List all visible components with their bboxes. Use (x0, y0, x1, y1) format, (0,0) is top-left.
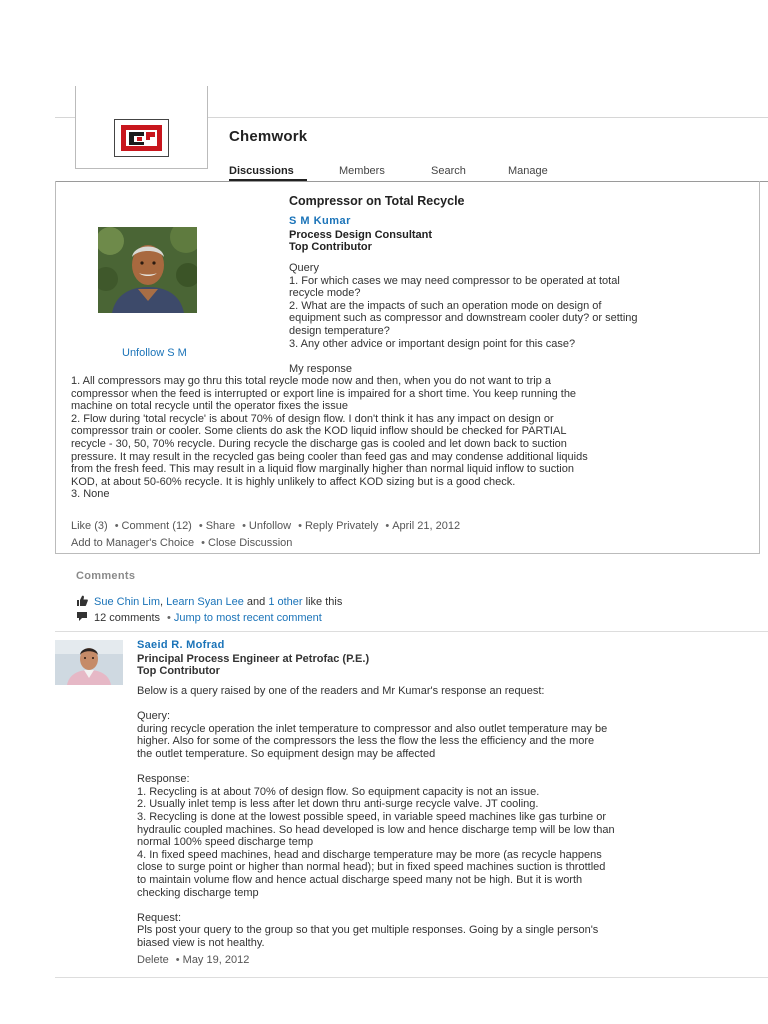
post-query-text: Query 1. For which cases we may need compressor to be operated at total recycle mode? 2. What are the impacts of such an operation mode on design of equipment such as compressor and downstream cooler duty? or setting design temperature? 3. Any other advice or important design point for this case? (289, 262, 638, 350)
separator-dot: • (385, 520, 390, 532)
reply-privately-button[interactable]: Reply Privately (304, 520, 379, 532)
comment-button[interactable]: Comment (12) (121, 520, 192, 532)
separator-dot: • (175, 954, 180, 966)
post-action-bar (71, 520, 460, 532)
chemwork-logo-icon (115, 120, 168, 156)
likes-suffix: like this (305, 596, 343, 608)
discussion-title: Compressor on Total Recycle (289, 194, 465, 208)
comment-count: 12 comments (94, 612, 161, 624)
delete-comment-button[interactable]: Delete (137, 954, 169, 966)
liker-link[interactable]: Learn Syan Lee (166, 596, 244, 608)
post-query (289, 262, 749, 375)
comment-count-row (76, 611, 322, 624)
separator-dot: • (298, 520, 302, 532)
comment-text: Below is a query raised by one of the readers and Mr Kumar's response an request: Query: during recycle operation the inlet temperature to compressor and also outlet temperature may be higher. Also for some of the compressors the less the flow the less the efficiency and the more the outlet temperature. So equipment design may be affected Response: 1. Recycling is at about 70% of design flow. So equipment capacity is not an issue. 2. Usually inlet temp is less after let down thru anti-surge recycle valve. JT cooling. 3. Recycling is done at the lowest possible speed, in variable speed machines like gas turbine or hydraulic coupled machines. So head developed is low and hence discharge temp will be low than normal 100% speed discharge temp 4. In fixed speed machines, head and discharge temperature may be more (as recycle happens close to surge point or higher than normal head); but in fixed speed machines suction is throttled to maintain volume flow and hence actual discharge speed many not be high. But it is worth checking discharge temp Request: Pls post your query to the group so that you get multiple responses. Going by a single person's biased view is not healthy. (137, 685, 615, 949)
unfollow-button[interactable]: Unfollow (248, 520, 292, 532)
comment-action-bar (137, 954, 249, 966)
tab-search[interactable]: Search (431, 165, 466, 177)
share-button[interactable]: Share (205, 520, 236, 532)
post-manager-actions (71, 537, 292, 549)
likes-summary: Sue Chin Lim, Learn Syan Lee and 1 other like this (76, 595, 342, 608)
tab-members[interactable]: Members (339, 165, 385, 177)
author-badge: Top Contributor (289, 241, 372, 253)
group-logo-box[interactable] (75, 86, 208, 169)
author-headline: Process Design Consultant (289, 229, 433, 241)
other-likers-link[interactable]: 1 other (268, 596, 303, 608)
add-managers-choice-button[interactable]: Add to Manager's Choice (71, 537, 195, 549)
comment-divider (55, 631, 768, 632)
post-response (71, 375, 756, 501)
commenter-badge: Top Contributor (137, 665, 220, 677)
comment-date: May 19, 2012 (182, 954, 250, 966)
tab-discussions[interactable]: Discussions (229, 165, 294, 177)
comment-divider-bottom (55, 977, 768, 978)
commenter-avatar[interactable] (55, 640, 123, 685)
post-response-heading: My response (289, 362, 352, 375)
separator-dot: • (201, 537, 206, 549)
like-button[interactable]: Like (3) (71, 520, 108, 532)
separator-dot: • (114, 520, 119, 532)
separator-dot: • (242, 520, 246, 532)
tab-manage[interactable]: Manage (508, 165, 548, 177)
group-name[interactable]: Chemwork (229, 128, 308, 145)
commenter-name-link[interactable]: Saeid R. Mofrad (137, 639, 225, 651)
unfollow-author-link[interactable]: Unfollow S M (122, 347, 187, 359)
group-logo (114, 119, 169, 157)
close-discussion-button[interactable]: Close Discussion (208, 537, 293, 549)
comment-body (137, 685, 757, 949)
commenter-headline: Principal Process Engineer at Petrofac (P.E.) (137, 653, 370, 665)
post-date: April 21, 2012 (392, 520, 461, 532)
post-response-text: 1. All compressors may go thru this total reycle mode now and then, when you do not want to trip a compressor when the feed is interrupted or export line is impaired for a short time. You keep running the machine on total recycle until the operator fixes the issue 2. Flow during 'total recycle' is about 70% of design flow. I don't think it has any impact on design or compressor train or cooler. Some clients do ask the KOD liquid inflow should be checked for PARTIAL recycle - 30, 50, 70% recycle. During recycle the discharge gas is cooled and let down back to suction pressure. It may result in the recycled gas being cooler than feed gas and may condense additional liquids from the fresh feed. This may result in a liquid flow marginally higher than normal liquid inflow to suction KOD, at about 50-60% recycle. It is highly unlikely to affect KOD sizing but is a good check. 3. None (71, 375, 588, 501)
author-name-link[interactable]: S M Kumar (289, 215, 351, 227)
comment-bubble-icon (76, 611, 88, 622)
author-photo-image (98, 227, 197, 313)
thumbs-up-icon (76, 595, 88, 606)
separator-dot: • (167, 612, 171, 624)
comments-heading: Comments (76, 570, 136, 582)
separator-dot: • (198, 520, 203, 532)
jump-to-recent-link[interactable]: Jump to most recent comment (173, 612, 322, 624)
commenter-photo-image (55, 640, 123, 685)
author-avatar[interactable] (98, 227, 197, 313)
liker-link[interactable]: Sue Chin Lim (94, 596, 161, 608)
likes-and-text: and (246, 596, 266, 608)
